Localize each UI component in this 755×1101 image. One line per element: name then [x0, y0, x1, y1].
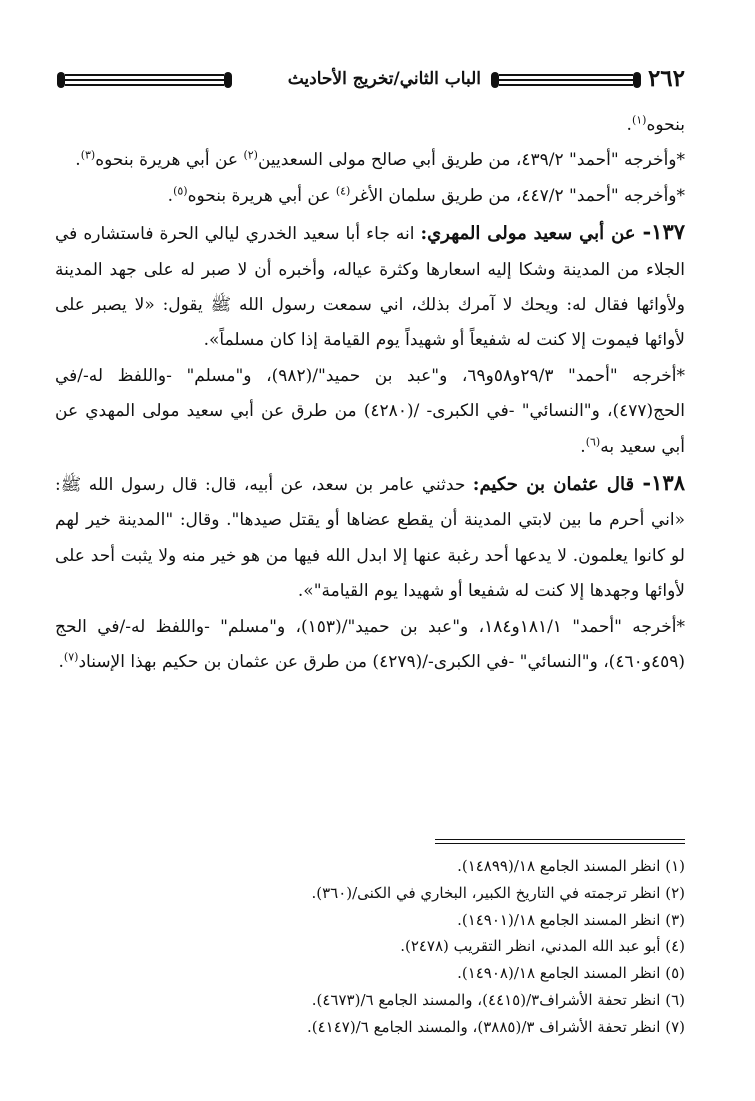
hadith-number: ١٣٨- — [642, 470, 685, 496]
footnote-ref[interactable]: (١) — [631, 113, 647, 127]
footnote-5: (٥) انظر المسند الجامع ١٨/(١٤٩٠٨). — [457, 964, 685, 983]
hadith-text: حدثني عامر بن سعد، عن أبيه، قال: قال رسول الله ﷺ: «اني أحرم ما بين لابتي المدينة أن يقطع عضاها أو يقتل صيدها". وقال: "المدينة خير لهم لو كانوا يعلمون. لا يدعها أحد رغبة عنها إلا ابدل الله فيها من هو خير منه ولا يثبت أحد على لأوائها وجهدها إلا كنت له شفيعا أو شهيدا يوم القيامة"». — [55, 475, 685, 602]
paragraph-takhrij: *وأخرجه "أحمد" ٤٤٧/٢، من طريق سلمان الأغر$^{(٤)}$ عن أبي هريرة بنحوه$^{(٥)}$. — [167, 184, 685, 206]
header-ornament-left — [57, 69, 232, 91]
chapter-title: الباب الثاني/تخريج الأحاديث — [287, 69, 481, 89]
hadith-138 — [55, 465, 685, 610]
footnote-ref[interactable]: (٤) — [335, 184, 351, 198]
takhrij-138: *أخرجه "أحمد" ١٨١/١و١٨٤، و"عبد بن حميد"/(١٥٣)، و"مسلم" -واللفظ له-/في الحج (٤٥٩و٤٦٠)، و"النسائي" -في الكبرى-/(٤٢٧٩) من طرق عن عثمان بن حكيم بهذا الإسناد$^{(٧)}$. — [55, 616, 685, 673]
hadith-text: انه جاء أبا سعيد الخدري ليالي الحرة فاستشاره في الجلاء من المدينة وشكا إليه اسعارها وكثرة عياله، وأخبره أن لا صبر له على جهد المدينة ولأوائها فقال له: ويحك لا آمرك بذلك، اني سمعت رسول الله ﷺ يقول: «لا يصبر على لأوائها فيموت إلا كنت له شفيعاً أو شهيداً يوم القيامة إذا كان مسلماً». — [55, 224, 685, 351]
hadith-narrator: عن أبي سعيد مولى المهري: — [420, 223, 643, 245]
footnote-7: (٧) انظر تحفة الأشراف ٣/(٣٨٨٥)، والمسند الجامع ٦/(٤١٤٧). — [306, 1017, 685, 1036]
footnote-ref[interactable]: (٧) — [63, 650, 79, 664]
hadith-narrator: قال عثمان بن حكيم: — [472, 474, 643, 496]
hadith-137 — [55, 214, 685, 359]
footnote-separator — [435, 839, 685, 840]
book-page — [55, 50, 685, 1080]
main-text — [55, 108, 685, 681]
footnote-1: (١) انظر المسند الجامع ١٨/(١٤٨٩٩). — [457, 857, 685, 875]
hadith-number: ١٣٧- — [642, 219, 686, 245]
footnotes — [55, 853, 685, 1041]
paragraph-takhrij: *وأخرجه "أحمد" ٤٣٩/٢، من طريق أبي صالح مولى السعديين$^{(٢)}$ عن أبي هريرة بنحوه$^{(٣)}$. — [75, 148, 685, 171]
footnote-ref[interactable]: (٣) — [80, 148, 96, 162]
running-header — [55, 62, 685, 98]
header-ornament-right — [491, 69, 641, 91]
footnote-separator — [435, 843, 685, 844]
page-number: ٢٦٢ — [647, 65, 685, 92]
footnote-ref[interactable]: (٥) — [173, 184, 188, 198]
footnote-6: (٦) انظر تحفة الأشراف٣/(٤٤١٥)، والمسند الجامع ٦/(٤٦٧٣). — [311, 990, 685, 1009]
paragraph-continuation: بنحوه$^{(١)}$. — [626, 113, 685, 135]
footnote-4: (٤) أبو عبد الله المدني، انظر التقريب (٢٤٧٨). — [400, 937, 685, 956]
takhrij-137: *أخرجه "أحمد" ٢٩/٣و٥٨و٦٩، و"عبد بن حميد"/(٩٨٢)، و"مسلم" -واللفظ له-/في الحج(٤٧٧)، و"النسائي" -في الكبرى- /(٤٢٨٠) من طرق عن أبي سعيد مولى المهدي عن أبي سعيد به$^{(٦)}$. — [55, 365, 685, 457]
footnote-2: (٢) انظر ترجمته في التاريخ الكبير، البخاري في الكنى/(٣٦٠). — [311, 883, 685, 902]
footnote-ref[interactable]: (٦) — [585, 435, 601, 448]
footnote-ref[interactable]: (٢) — [243, 148, 258, 162]
footnote-3: (٣) انظر المسند الجامع ١٨/(١٤٩٠١). — [457, 910, 685, 929]
